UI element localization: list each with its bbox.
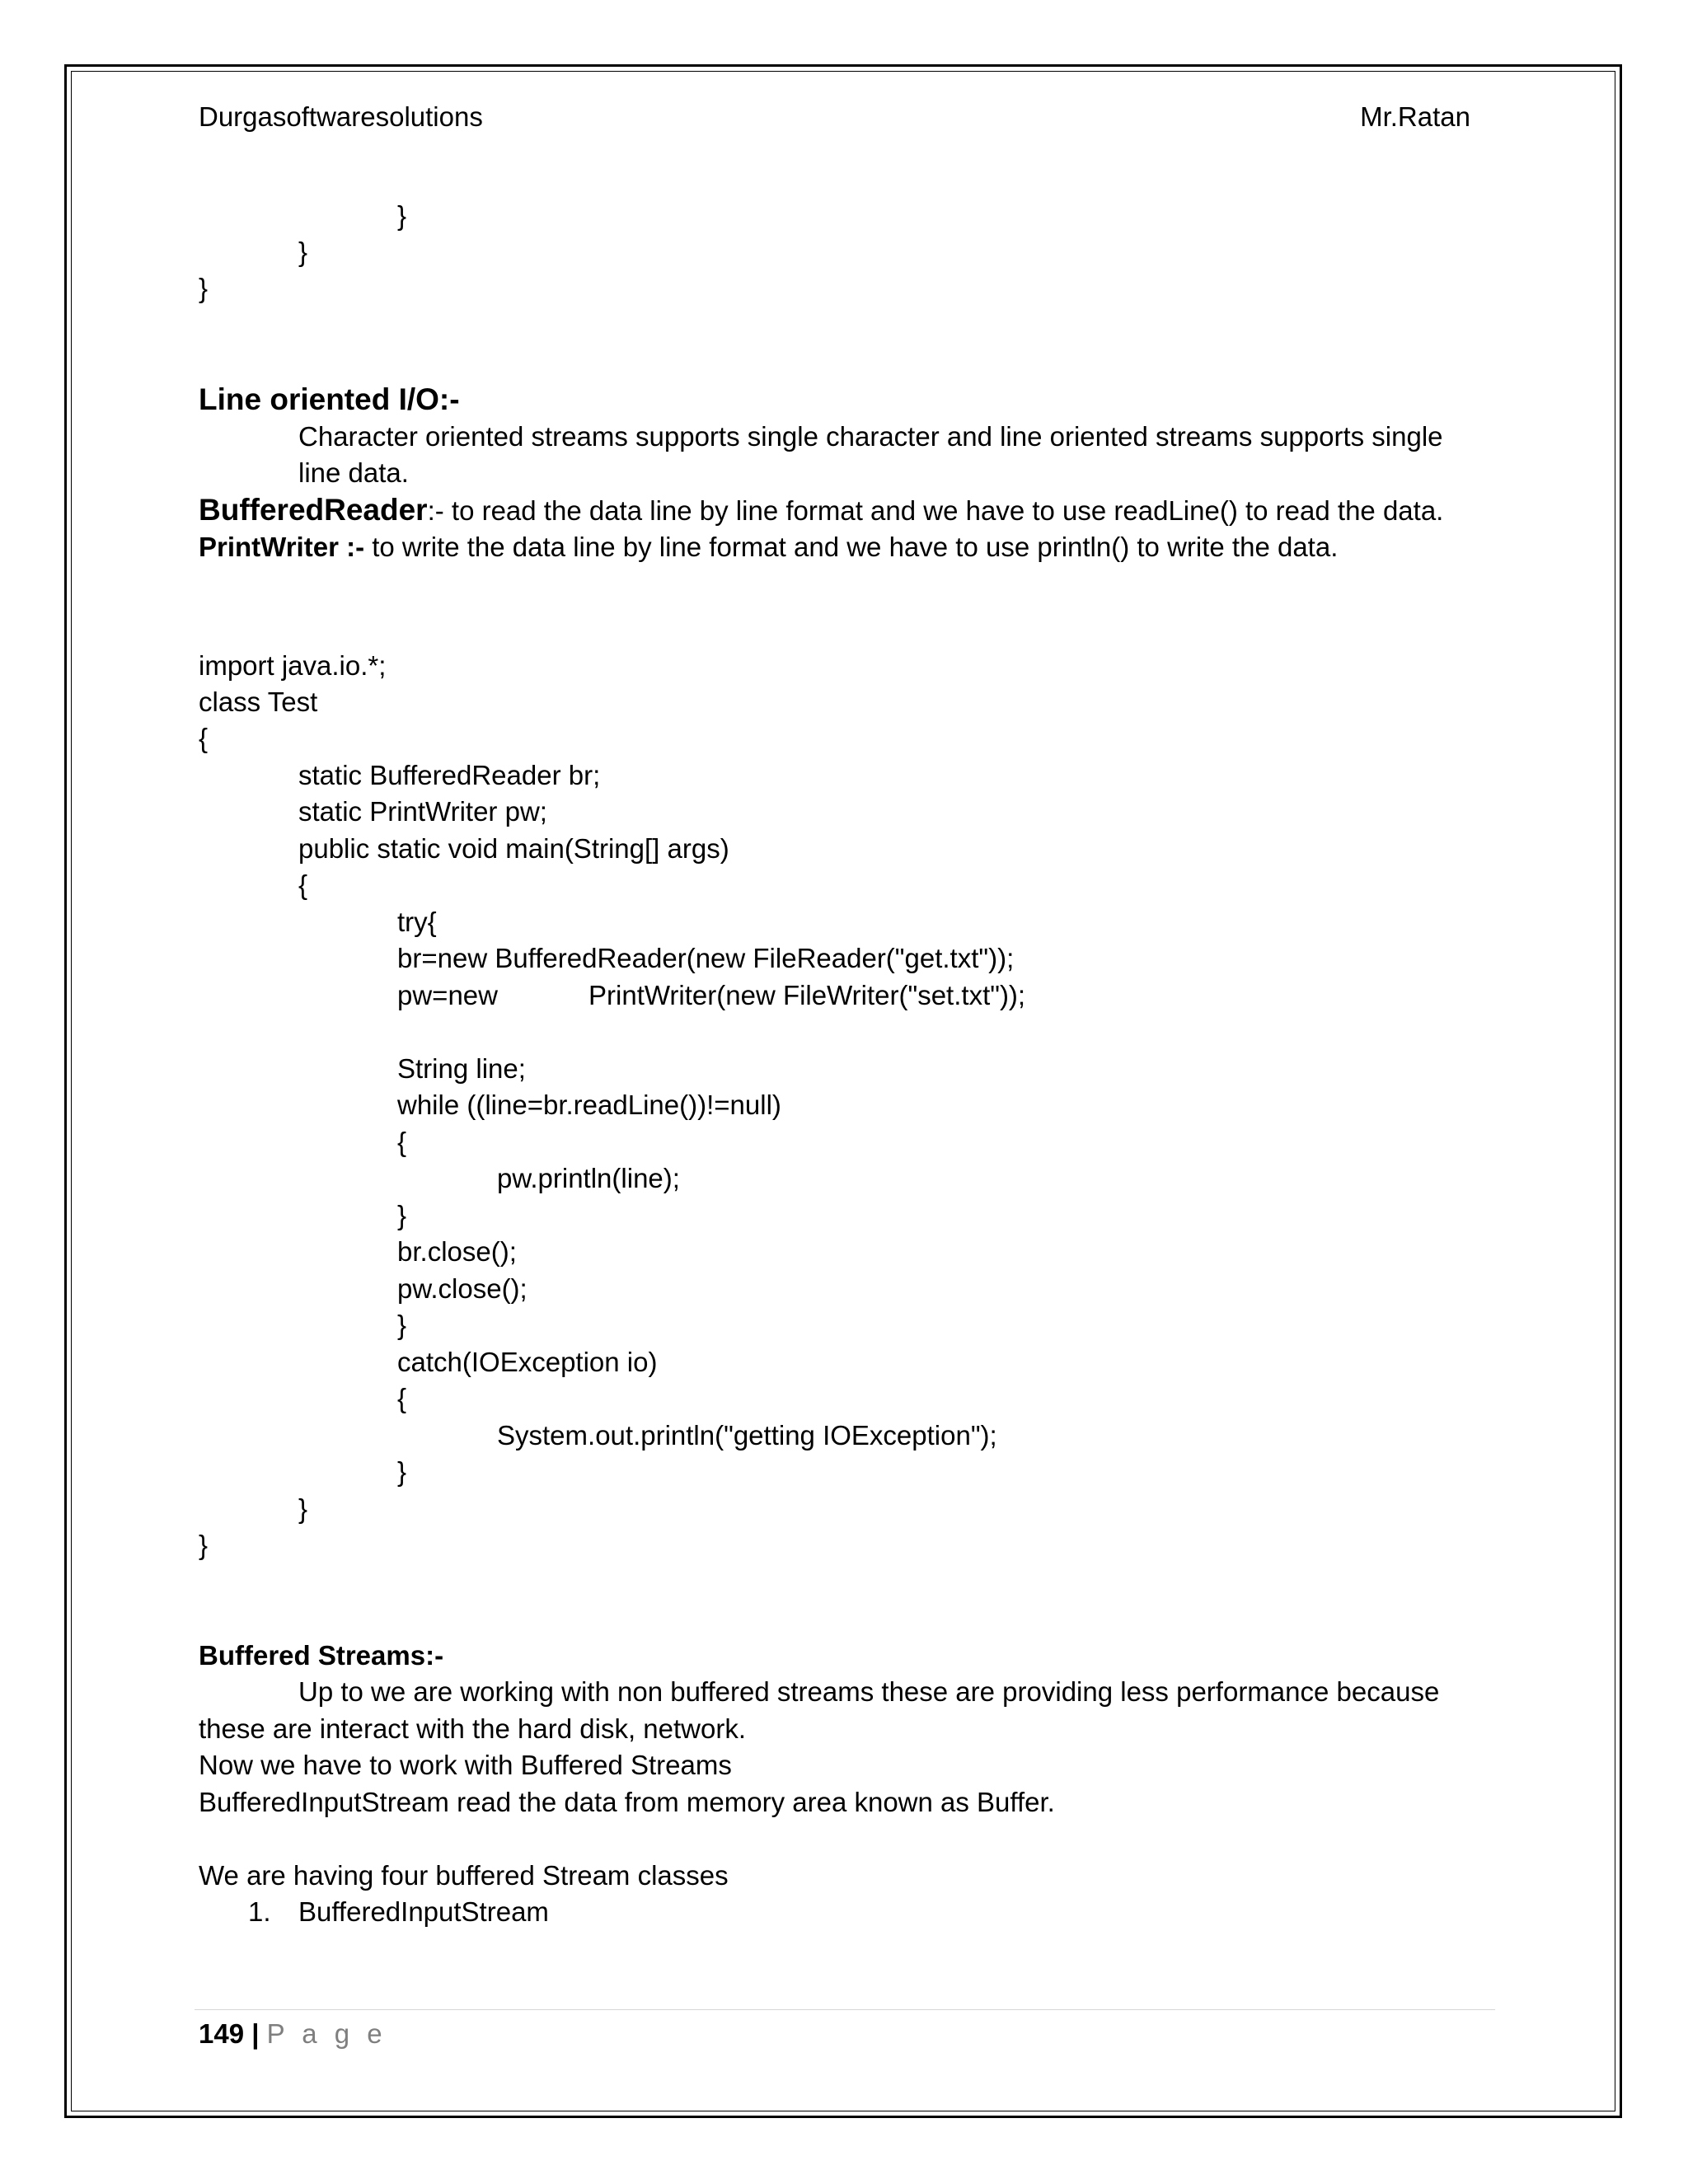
code-line: try{ bbox=[397, 907, 437, 937]
code-tail-brace: } bbox=[298, 237, 308, 267]
paragraph-line: BufferedInputStream read the data from memory area known as Buffer. bbox=[199, 1787, 1055, 1817]
code-line: { bbox=[199, 723, 209, 753]
code-line: System.out.println("getting IOException"); bbox=[497, 1420, 997, 1451]
code-line: class Test bbox=[199, 687, 318, 717]
term-printwriter: PrintWriter :- bbox=[199, 532, 365, 562]
section-heading-line-io: Line oriented I/O:- bbox=[199, 382, 460, 416]
paragraph-line: Character oriented streams supports single character and line oriented streams supports single bbox=[298, 421, 1443, 452]
bufferedreader-definition bbox=[199, 492, 1443, 529]
code-line: } bbox=[199, 1530, 209, 1560]
code-line: br.close(); bbox=[397, 1236, 517, 1267]
footer-rule bbox=[195, 2009, 1495, 2010]
paragraph-line: We are having four buffered Stream classes bbox=[199, 1860, 729, 1891]
footer-separator: | bbox=[251, 2018, 260, 2049]
code-line: } bbox=[397, 1456, 407, 1487]
printwriter-definition bbox=[199, 529, 1338, 565]
code-tail-brace: } bbox=[199, 273, 209, 303]
footer bbox=[199, 2016, 387, 2052]
paragraph-line: Up to we are working with non buffered streams these are providing less performance because bbox=[298, 1676, 1440, 1707]
code-line: br=new BufferedReader(new FileReader("get.txt")); bbox=[397, 943, 1015, 973]
code-line: } bbox=[397, 1310, 407, 1340]
list-item-number: 1. bbox=[248, 1896, 271, 1927]
code-line: catch(IOException io) bbox=[397, 1347, 658, 1377]
code-line: } bbox=[298, 1493, 308, 1524]
section-heading-buffered-streams: Buffered Streams:- bbox=[199, 1640, 444, 1671]
code-line: static BufferedReader br; bbox=[298, 760, 601, 790]
header-left: Durgasoftwaresolutions bbox=[199, 101, 483, 132]
code-line: pw.close(); bbox=[397, 1273, 528, 1304]
list-item-text: BufferedInputStream bbox=[298, 1896, 549, 1927]
definition-text: to write the data line by line format and we have to use println() to write the data. bbox=[364, 532, 1339, 562]
paragraph-line: Now we have to work with Buffered Streams bbox=[199, 1750, 732, 1780]
term-bufferedreader: BufferedReader bbox=[199, 493, 428, 527]
code-line: public static void main(String[] args) bbox=[298, 833, 729, 864]
code-line: while ((line=br.readLine())!=null) bbox=[397, 1090, 781, 1120]
code-tail-brace: } bbox=[397, 200, 407, 231]
paragraph-line: line data. bbox=[298, 457, 409, 488]
code-line: { bbox=[397, 1383, 407, 1413]
header-right: Mr.Ratan bbox=[1360, 101, 1470, 132]
code-line: pw=new PrintWriter(new FileWriter("set.txt")); bbox=[397, 980, 1026, 1010]
page-word: P a g e bbox=[266, 2018, 387, 2049]
code-line: String line; bbox=[397, 1053, 526, 1084]
paragraph-line: these are interact with the hard disk, network. bbox=[199, 1713, 746, 1744]
code-line: { bbox=[298, 869, 308, 900]
code-line: { bbox=[397, 1127, 407, 1157]
code-line: } bbox=[397, 1200, 407, 1230]
code-line: import java.io.*; bbox=[199, 650, 387, 681]
code-line: static PrintWriter pw; bbox=[298, 796, 547, 827]
page-number: 149 bbox=[199, 2018, 245, 2049]
code-line: pw.println(line); bbox=[497, 1163, 680, 1193]
definition-text: :- to read the data line by line format and we have to use readLine() to read the data. bbox=[427, 495, 1444, 526]
